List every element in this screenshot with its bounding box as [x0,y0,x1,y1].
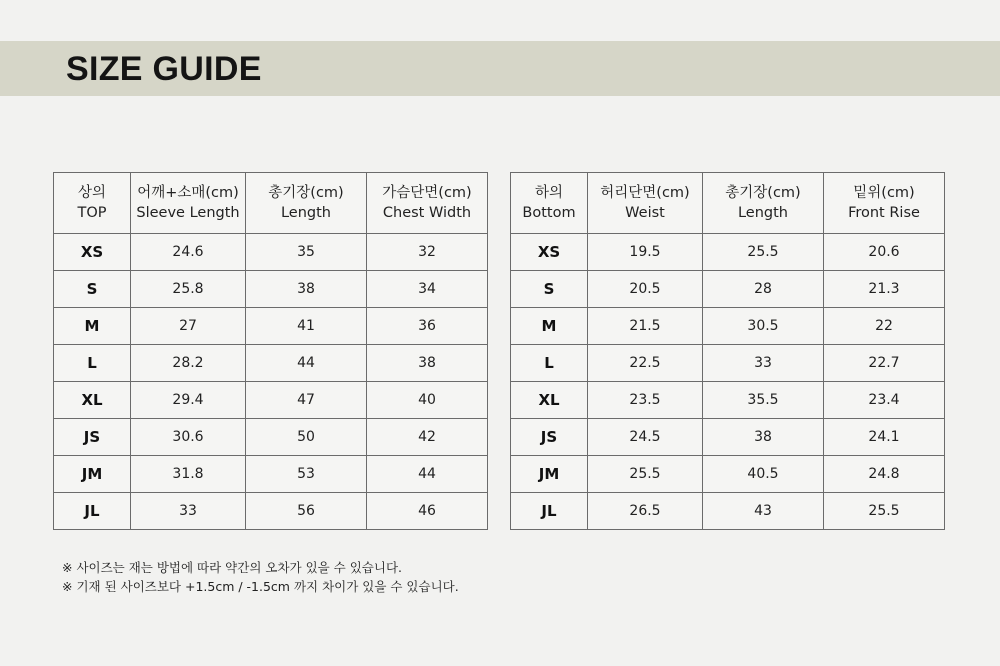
measurement-cell: 28.2 [131,345,246,382]
size-label: XS [511,234,588,271]
table-row [511,308,945,345]
bottom-table-header-row [511,173,945,234]
measurement-cell: 22 [824,308,945,345]
measurement-cell: 40.5 [703,456,824,493]
measurement-cell: 27 [131,308,246,345]
measurement-cell: 33 [703,345,824,382]
measurement-cell: 25.8 [131,271,246,308]
measurement-cell: 38 [367,345,488,382]
size-label: S [511,271,588,308]
measurement-cell: 53 [246,456,367,493]
table-row [54,345,488,382]
measurement-cell: 23.4 [824,382,945,419]
measurement-cell: 40 [367,382,488,419]
measurement-cell: 46 [367,493,488,530]
table-row [511,456,945,493]
bottom-size-table [510,172,945,530]
table-row [54,382,488,419]
table-row [511,493,945,530]
measurement-cell: 42 [367,419,488,456]
header-front-rise: 밑위(cm) Front Rise [824,173,945,234]
size-label: M [54,308,131,345]
table-row [54,419,488,456]
header-chest-width: 가슴단면(cm) Chest Width [367,173,488,234]
size-label: JL [511,493,588,530]
size-label: XL [54,382,131,419]
size-label: L [54,345,131,382]
table-row [54,493,488,530]
measurement-cell: 20.5 [588,271,703,308]
table-row [511,234,945,271]
measurement-cell: 41 [246,308,367,345]
measurement-cell: 44 [246,345,367,382]
size-label: XL [511,382,588,419]
measurement-cell: 56 [246,493,367,530]
measurement-cell: 50 [246,419,367,456]
header-waist: 허리단면(cm) Weist [588,173,703,234]
measurement-cell: 19.5 [588,234,703,271]
measurement-cell: 43 [703,493,824,530]
table-row [54,308,488,345]
table-row [54,271,488,308]
measurement-cell: 21.5 [588,308,703,345]
measurement-cell: 34 [367,271,488,308]
measurement-cell: 26.5 [588,493,703,530]
measurement-cell: 24.8 [824,456,945,493]
table-row [511,382,945,419]
top-table-header-row [54,173,488,234]
size-label: JM [511,456,588,493]
size-label: M [511,308,588,345]
measurement-cell: 30.5 [703,308,824,345]
measurement-cell: 23.5 [588,382,703,419]
measurement-cell: 20.6 [824,234,945,271]
measurement-cell: 33 [131,493,246,530]
measurement-cell: 24.6 [131,234,246,271]
measurement-cell: 25.5 [588,456,703,493]
measurement-cell: 36 [367,308,488,345]
measurement-cell: 38 [246,271,367,308]
size-notes [62,558,459,596]
header-sleeve-length: 어깨+소매(cm) Sleeve Length [131,173,246,234]
measurement-cell: 31.8 [131,456,246,493]
header-category: 상의 TOP [54,173,131,234]
measurement-cell: 28 [703,271,824,308]
size-label: JL [54,493,131,530]
header-category: 하의 Bottom [511,173,588,234]
size-label: JM [54,456,131,493]
header-length: 총기장(cm) Length [703,173,824,234]
size-label: JS [54,419,131,456]
size-label: XS [54,234,131,271]
size-label: L [511,345,588,382]
measurement-cell: 22.5 [588,345,703,382]
note-size-tolerance: ※ 기재 된 사이즈보다 +1.5cm / -1.5cm 까지 차이가 있을 수 있습니다. [62,579,459,594]
measurement-cell: 25.5 [824,493,945,530]
page-title: SIZE GUIDE [66,50,262,88]
measurement-cell: 25.5 [703,234,824,271]
title-banner [0,41,1000,96]
top-size-table [53,172,488,530]
measurement-cell: 30.6 [131,419,246,456]
measurement-cell: 24.1 [824,419,945,456]
header-length: 총기장(cm) Length [246,173,367,234]
table-row [511,419,945,456]
measurement-cell: 32 [367,234,488,271]
table-row [511,271,945,308]
measurement-cell: 44 [367,456,488,493]
size-label: JS [511,419,588,456]
measurement-cell: 29.4 [131,382,246,419]
measurement-cell: 22.7 [824,345,945,382]
measurement-cell: 35.5 [703,382,824,419]
measurement-cell: 21.3 [824,271,945,308]
measurement-cell: 38 [703,419,824,456]
measurement-cell: 47 [246,382,367,419]
measurement-cell: 35 [246,234,367,271]
table-row [511,345,945,382]
note-measurement-error: ※ 사이즈는 재는 방법에 따라 약간의 오차가 있을 수 있습니다. [62,560,403,575]
size-label: S [54,271,131,308]
table-row [54,456,488,493]
table-row [54,234,488,271]
measurement-cell: 24.5 [588,419,703,456]
